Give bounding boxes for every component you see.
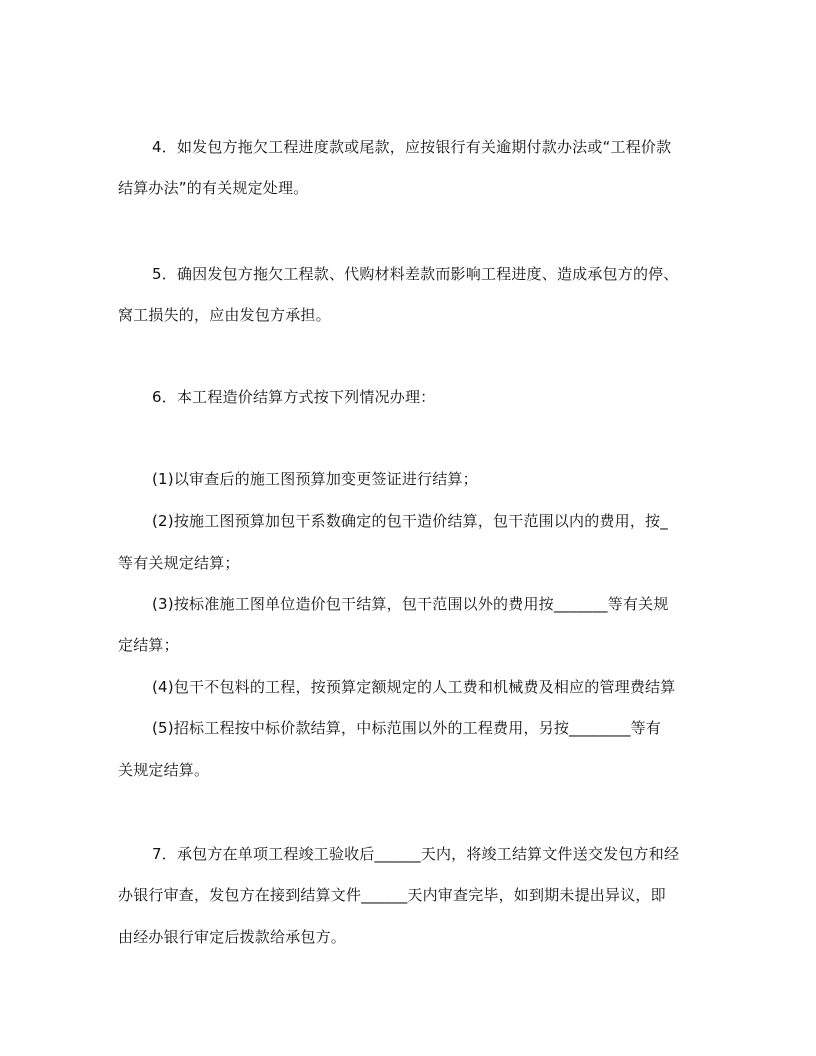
clause-4-line-1: 4．如发包方拖欠工程进度款或尾款，应按银行有关逾期付款办法或“工程价款 [152,138,672,156]
subitem-4-line-1: (4)包干不包料的工程，按预算定额规定的人工费和机械费及相应的管理费结算 [152,678,676,696]
clause-4-line-2: 结算办法”的有关规定处理。 [118,179,309,197]
subitem-3-line-2: 定结算； [118,636,179,654]
subitem-5-line-1: (5)招标工程按中标价款结算，中标范围以外的工程费用，另按________等有 [152,719,662,737]
clause-6-line-1: 6．本工程造价结算方式按下列情况办理： [152,388,436,406]
clause-7-line-1: 7．承包方在单项工程竣工验收后______天内，将竣工结算文件送交发包方和经 [152,845,680,863]
clause-5-line-2: 窝工损失的，应由发包方承担。 [118,306,331,324]
subitem-2-line-2: 等有关规定结算； [118,554,240,572]
clause-7-line-3: 由经办银行审定后拨款给承包方。 [118,928,347,946]
clause-5-line-1: 5．确因发包方拖欠工程款、代购材料差款而影响工程进度、造成承包方的停、 [152,265,679,283]
clause-7-line-2: 办银行审查，发包方在接到结算文件______天内审查完毕，如到期未提出异议，即 [118,886,666,904]
subitem-3-line-1: (3)按标准施工图单位造价包干结算，包干范围以外的费用按_______等有关规 [152,595,669,613]
subitem-1-line-1: (1)以审查后的施工图预算加变更签证进行结算； [152,470,478,488]
subitem-2-line-1: (2)按施工图预算加包干系数确定的包干造价结算，包干范围以内的费用，按_ [152,512,668,530]
subitem-5-line-2: 关规定结算。 [118,761,210,779]
